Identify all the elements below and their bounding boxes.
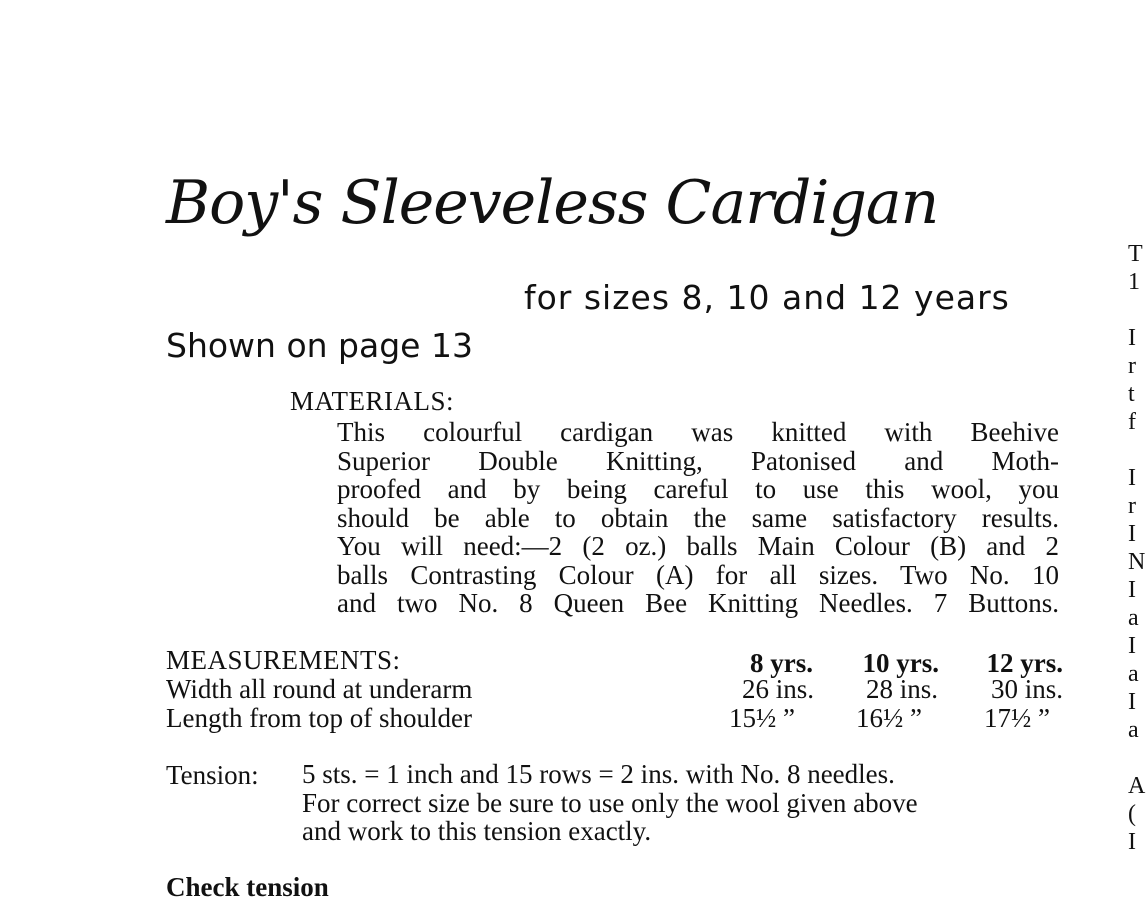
edge-letter: I — [1128, 465, 1136, 491]
edge-letter: t — [1128, 381, 1135, 407]
size-column-8: 8 yrs. — [750, 648, 813, 678]
materials-line: and two No. 8 Queen Bee Knitting Needles. 7 Buttons. — [337, 588, 1059, 618]
tension-line: 5 sts. = 1 inch and 15 rows = 2 ins. with No. 8 needles. — [302, 759, 895, 789]
edge-letter: I — [1128, 689, 1136, 715]
edge-letter: N — [1128, 549, 1146, 575]
tension-body — [302, 760, 1064, 846]
edge-letter: I — [1128, 325, 1136, 351]
edge-letter — [1128, 744, 1148, 772]
edge-letter: T — [1128, 241, 1143, 267]
edge-letter: 1 — [1128, 269, 1140, 295]
materials-line: balls Contrasting Colour (A) for all sizes. Two No. 10 — [337, 559, 1059, 590]
edge-letter: a — [1128, 605, 1139, 631]
edge-letter: I — [1128, 829, 1136, 855]
materials-heading: MATERIALS: — [290, 386, 455, 416]
page-title: Boy's Sleeveless Cardigan — [166, 168, 939, 238]
next-column-edge — [1128, 240, 1148, 856]
measurement-row-label: Width all round at underarm — [166, 674, 473, 704]
size-column-12: 12 yrs. — [986, 648, 1063, 678]
tension-line: For correct size be sure to use only the wool given above — [302, 787, 918, 818]
tension-label: Tension: — [166, 760, 259, 790]
materials-line: proofed and by being careful to use this wool, you — [337, 474, 1059, 504]
materials-body — [337, 418, 1059, 618]
edge-letter — [1128, 296, 1148, 324]
measurements-heading: MEASUREMENTS: — [166, 645, 401, 675]
measurement-value: 17½ ” — [984, 703, 1050, 733]
edge-letter — [1128, 436, 1148, 464]
materials-line: This colourful cardigan was knitted with Beehive — [337, 417, 1059, 447]
measurement-value: 28 ins. — [865, 674, 938, 704]
edge-letter: I — [1128, 633, 1136, 659]
measurement-value: 26 ins. — [741, 674, 814, 704]
edge-letter: r — [1128, 353, 1136, 379]
edge-letter: f — [1128, 409, 1136, 435]
tension-line: and work to this tension exactly. — [302, 816, 652, 846]
size-column-10: 10 yrs. — [862, 648, 939, 678]
edge-letter: a — [1128, 717, 1139, 743]
edge-letter: a — [1128, 661, 1139, 687]
measurement-value: 15½ ” — [729, 703, 795, 733]
edge-letter: r — [1128, 493, 1136, 519]
materials-line: Superior Double Knitting, Patonised and Moth- — [337, 445, 1059, 476]
edge-letter: ( — [1128, 801, 1136, 827]
edge-letter: I — [1128, 577, 1136, 603]
measurement-value: 16½ ” — [856, 703, 922, 733]
measurement-value: 30 ins. — [990, 674, 1063, 704]
edge-letter: I — [1128, 521, 1136, 547]
measurement-row-label: Length from top of shoulder — [166, 703, 472, 733]
shown-on-page: Shown on page 13 — [166, 326, 473, 365]
edge-letter: A — [1128, 773, 1146, 799]
check-tension-heading: Check tension — [166, 872, 329, 902]
materials-line: You will need:—2 (2 oz.) balls Main Colour (B) and 2 — [337, 531, 1059, 561]
materials-line: should be able to obtain the same satisfactory results. — [337, 502, 1059, 533]
size-subtitle: for sizes 8, 10 and 12 years — [524, 278, 1010, 317]
